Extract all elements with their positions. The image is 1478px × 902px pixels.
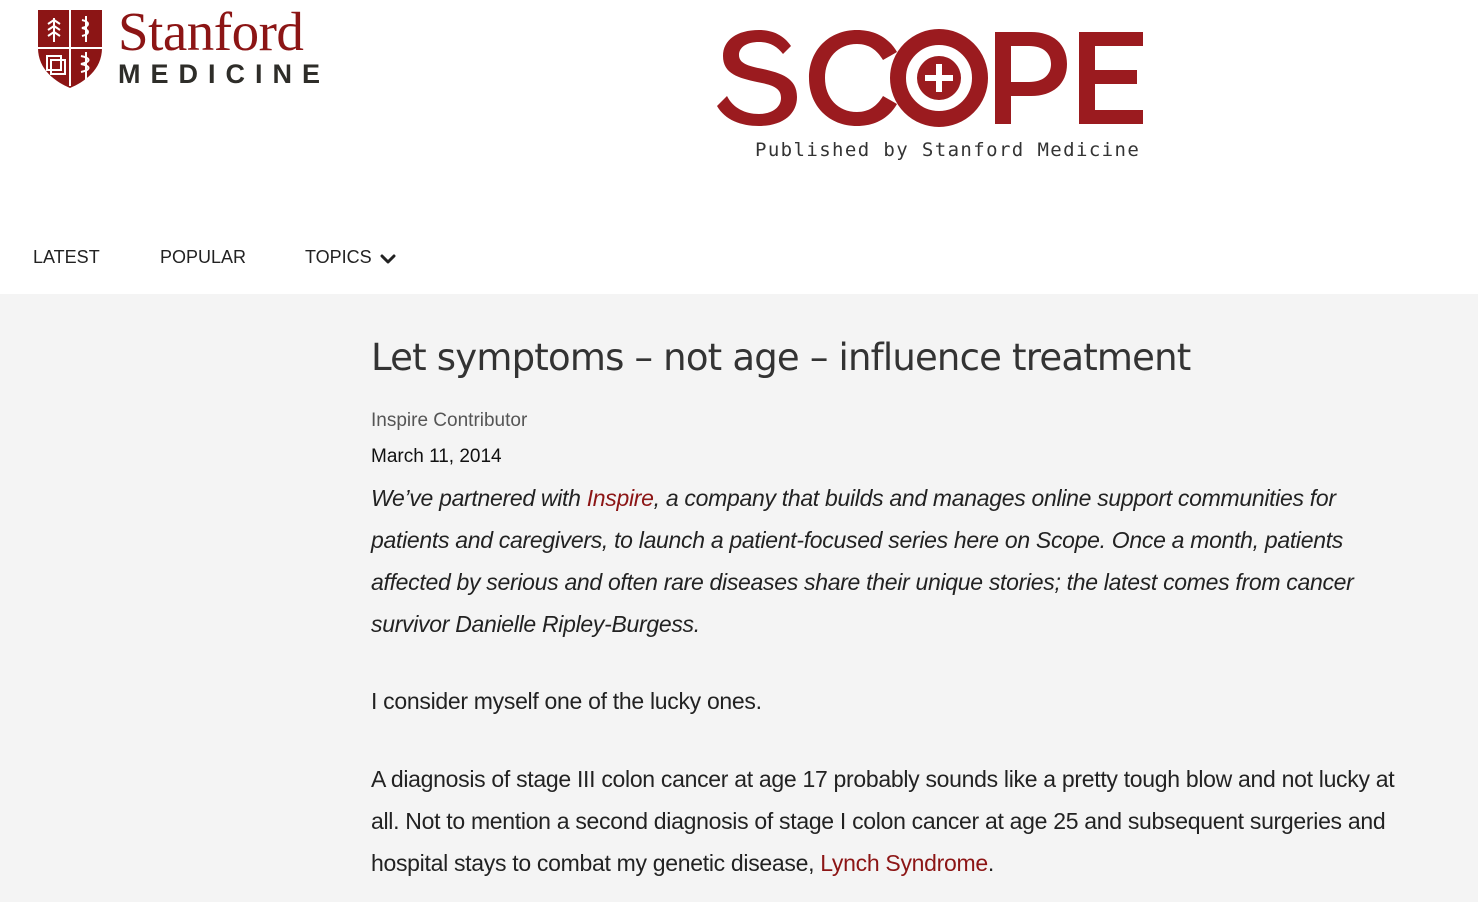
nav-topics-label: TOPICS <box>305 247 372 267</box>
paragraph-2-text: A diagnosis of stage III colon cancer at age 17 probably sounds like a pretty tough blow and not lucky at all. Not to mention a second diagnosis of stage I colon cancer at age 25 and subsequent surgeries and hospital stays to combat my genetic disease, <box>371 766 1395 876</box>
article-area <box>0 294 1478 902</box>
article-date: March 11, 2014 <box>371 446 502 467</box>
article-paragraph-2 <box>371 758 1411 884</box>
nav-topics[interactable] <box>305 247 396 268</box>
scope-tagline: Published by Stanford Medicine <box>755 139 1141 161</box>
site-header <box>0 0 1478 294</box>
paragraph-2-end: . <box>987 850 994 876</box>
medicine-word: MEDICINE <box>118 59 331 89</box>
intro-text-after: , a company that builds and manages online support communities for patients and caregivers, to launch a patient-focused series here on Scope. Once a month, patients affected by serious and often rare diseases share their unique stories; the latest comes from cancer survivor Danielle Ripley-Burgess. <box>371 485 1354 637</box>
scope-logo[interactable] <box>713 22 1145 170</box>
article-author: Inspire Contributor <box>371 410 528 431</box>
chevron-down-icon <box>380 253 396 265</box>
inspire-link[interactable]: Inspire <box>586 485 654 511</box>
nav-latest[interactable]: LATEST <box>33 247 100 267</box>
intro-text-before: We’ve partnered with <box>371 485 587 511</box>
stanford-shield-icon <box>36 8 104 90</box>
article-title: Let symptoms – not age – influence treatment <box>371 336 1191 379</box>
stanford-wordmark <box>118 1 331 89</box>
scope-wordmark <box>713 22 1145 134</box>
lynch-syndrome-link[interactable]: Lynch Syndrome <box>820 850 988 876</box>
stanford-medicine-logo[interactable] <box>36 1 331 92</box>
nav-popular[interactable]: POPULAR <box>160 247 247 267</box>
article-intro <box>371 477 1401 645</box>
stanford-word: Stanford <box>118 1 304 62</box>
article-paragraph-1: I consider myself one of the lucky ones. <box>371 688 762 714</box>
